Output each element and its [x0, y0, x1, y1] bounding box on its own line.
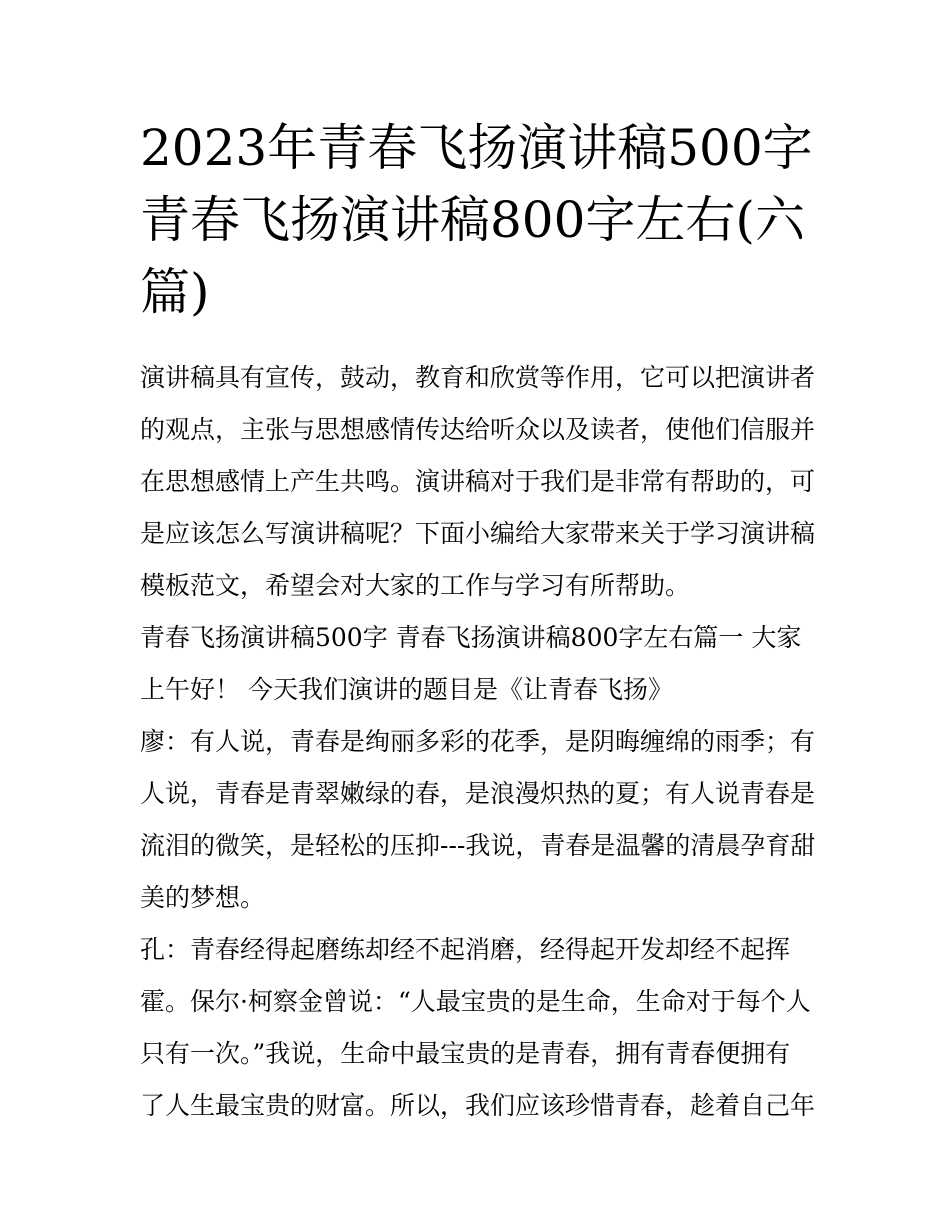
text-line: 了人生最宝贵的财富。所以，我们应该珍惜青春，趁着自己年 — [140, 1091, 816, 1120]
title-line: 2023年青春飞扬演讲稿500字 — [140, 119, 813, 177]
document-body — [140, 352, 830, 1132]
text-line: 上午好！ 今天我们演讲的题目是《让青春飞扬》 — [140, 675, 673, 704]
text-line: 孔：青春经得起磨练却经不起消磨，经得起开发却经不起挥 — [140, 935, 791, 964]
text-line: 的观点，主张与思想感情传达给听众以及读者，使他们信服并 — [140, 415, 816, 444]
text-line: 廖：有人说，青春是绚丽多彩的花季，是阴晦缠绵的雨季；有 — [140, 727, 816, 756]
text-line: 是应该怎么写演讲稿呢？下面小编给大家带来关于学习演讲稿 — [140, 519, 816, 548]
title-line: 篇) — [140, 263, 210, 321]
text-line: 美的梦想。 — [140, 883, 266, 912]
text-line: 人说，青春是青翠嫩绿的春，是浪漫炽热的夏；有人说青春是 — [140, 779, 816, 808]
speech-paragraph-liao — [140, 716, 830, 924]
intro-paragraph — [140, 352, 830, 612]
title-line: 青春飞扬演讲稿800字左右(六 — [140, 191, 805, 249]
text-line: 青春飞扬演讲稿500字 青春飞扬演讲稿800字左右篇一 大家 — [140, 623, 802, 652]
text-line: 只有一次。”我说，生命中最宝贵的是青春，拥有青春便拥有 — [140, 1039, 791, 1068]
section-heading-paragraph — [140, 612, 830, 716]
text-line: 霍。保尔·柯察金曾说：“人最宝贵的是生命，生命对于每个人 — [140, 987, 811, 1016]
document-title — [140, 112, 820, 328]
text-line: 演讲稿具有宣传，鼓动，教育和欣赏等作用，它可以把演讲者 — [140, 363, 816, 392]
text-line: 在思想感情上产生共鸣。演讲稿对于我们是非常有帮助的，可 — [140, 467, 816, 496]
text-line: 流泪的微笑，是轻松的压抑---我说，青春是温馨的清晨孕育甜 — [140, 831, 816, 860]
text-line: 模板范文，希望会对大家的工作与学习有所帮助。 — [140, 571, 691, 600]
speech-paragraph-kong — [140, 924, 830, 1132]
